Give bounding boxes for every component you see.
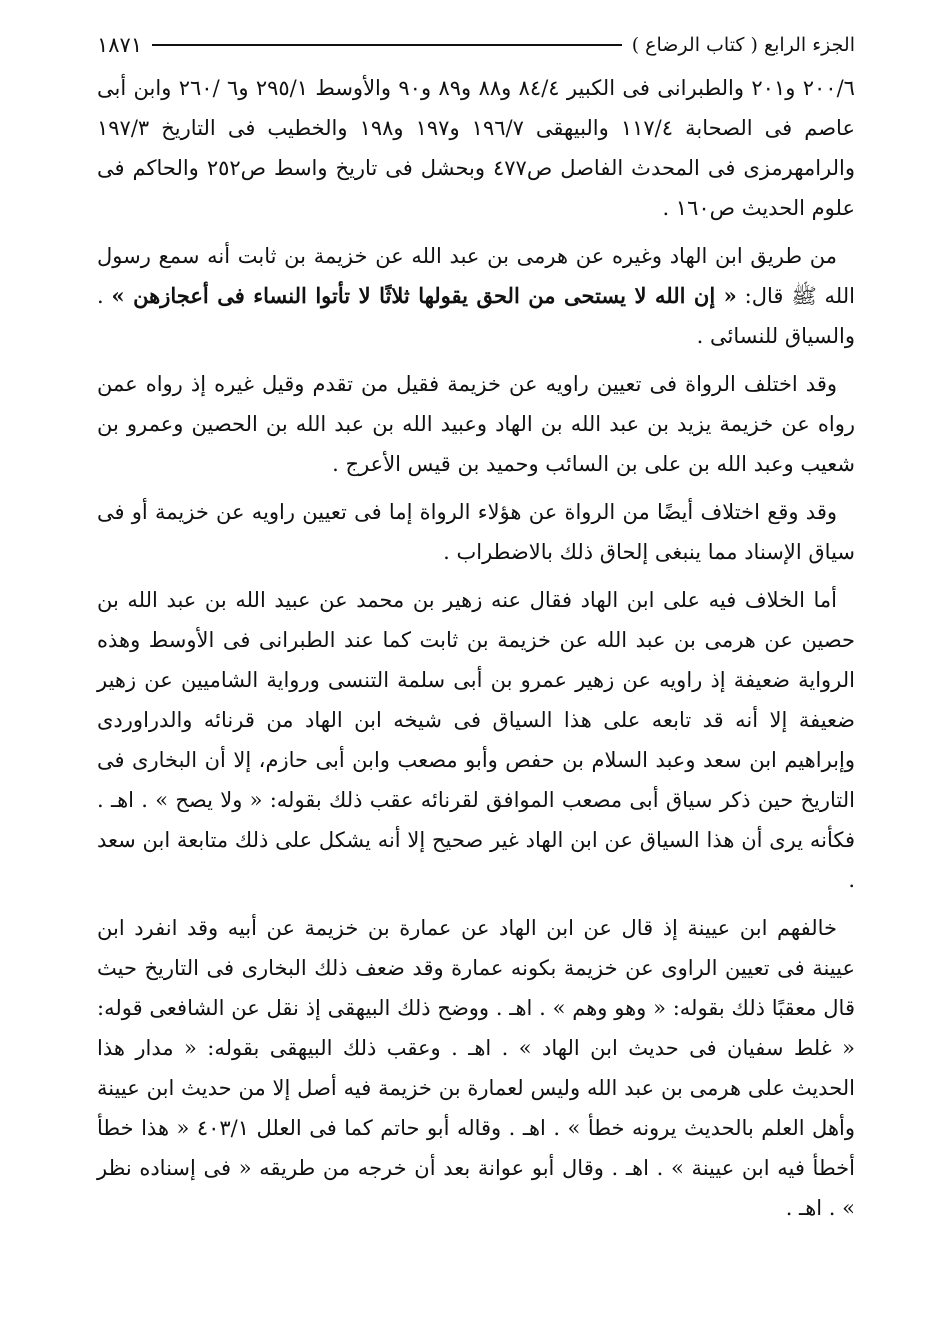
paragraph-4: وقد وقع اختلاف أيضًا من الرواة عن هؤلاء الرواة إما فى تعيين راويه عن خزيمة أو فى سياق الإسناد مما ينبغى إلحاق ذلك بالاضطراب . (97, 500, 855, 564)
paragraph-2-intro: من طريق ابن الهاد وغيره عن هرمى بن عبد الله عن خزيمة بن ثابت أنه سمع رسول الله ﷺ قال: (97, 244, 855, 308)
running-header (97, 28, 855, 62)
paragraph-2 (97, 236, 855, 356)
paragraph-3: وقد اختلف الرواة فى تعيين راويه عن خزيمة فقيل من تقدم وقيل غيره إذ رواه عمن رواه عن خزيمة يزيد بن عبد الله بن الهاد وعبيد الله بن عبد الله بن الحصين وعمرو بن شعيب وعبد الله بن على بن السائب وحميد بن قيس الأعرج . (97, 372, 855, 476)
paragraph-2-outro: . والسياق للنسائى . (97, 284, 855, 348)
body-text (97, 68, 855, 1228)
header-rule (152, 44, 622, 46)
page-number: ١٨٧١ (97, 33, 143, 57)
paragraph-5: أما الخلاف فيه على ابن الهاد فقال عنه زهير بن محمد عن عبيد الله بن عبد الله بن حصين عن هرمى بن عبد الله عن خزيمة بن ثابت كما عند الطبرانى فى الأوسط وهذه الرواية ضعيفة إذ راويه عن زهير عمرو بن أبى سلمة التنسى ورواية الشاميين عن زهير ضعيفة إلا أنه قد تابعه على هذا السياق فى شيخه ابن الهاد من قرنائه والدراوردى وإبراهيم ابن سعد وعبد السلام بن حفص وأبو مصعب وابن أبى حازم، إلا أن البخارى فى التاريخ حين ذكر سياق أبى مصعب الموافق لقرنائه عقب ذلك بقوله: « ولا يصح » . اهـ . فكأنه يرى أن هذا السياق عن ابن الهاد غير صحيح إلا أنه يشكل على ذلك متابعة ابن سعد . (97, 588, 855, 892)
hadith-quote: « إن الله لا يستحى من الحق يقولها ثلاثًا لا تأتوا النساء فى أعجازهن » (111, 283, 737, 308)
paragraph-6: خالفهم ابن عيينة إذ قال عن ابن الهاد عن عمارة بن خزيمة عن أبيه وقد انفرد ابن عيينة فى تعيين الراوى عن خزيمة بكونه عمارة وقد ضعف ذلك البخارى فى التاريخ حيث قال معقبًا ذلك بقوله: « وهو وهم » . اهـ . ووضح ذلك البيهقى إذ نقل عن الشافعى قوله: « غلط سفيان فى حديث ابن الهاد » . اهـ . وعقب ذلك البيهقى بقوله: « مدار هذا الحديث على هرمى بن عبد الله وليس لعمارة بن خزيمة فيه أصل إلا من حديث ابن عيينة وأهل العلم بالحديث يرونه خطأ » . اهـ . وقاله أبو حاتم كما فى العلل ٤٠٣/١ « هذا خطأ أخطأ فيه ابن عيينة » . اهـ . وقال أبو عوانة بعد أن خرجه من طريقه « فى إسناده نظر » . اهـ . (97, 916, 855, 1220)
paragraph-1: ٢٠٠/٦ و٢٠١ والطبرانى فى الكبير ٨٤/٤ و٨٨ و٨٩ و٩٠ والأوسط ٢٩٥/١ و٦ /٢٦٠ وابن أبى عاصم فى الصحابة ١١٧/٤ والبيهقى ١٩٦/٧ و١٩٧ و١٩٨ والخطيب فى التاريخ ١٩٧/٣ والرامهرمزى فى المحدث الفاصل ص٤٧٧ وبحشل فى تاريخ واسط ص٢٥٢ والحاكم فى علوم الحديث ص١٦٠ . (97, 76, 855, 220)
header-title: الجزء الرابع ( كتاب الرضاع ) (631, 34, 855, 56)
